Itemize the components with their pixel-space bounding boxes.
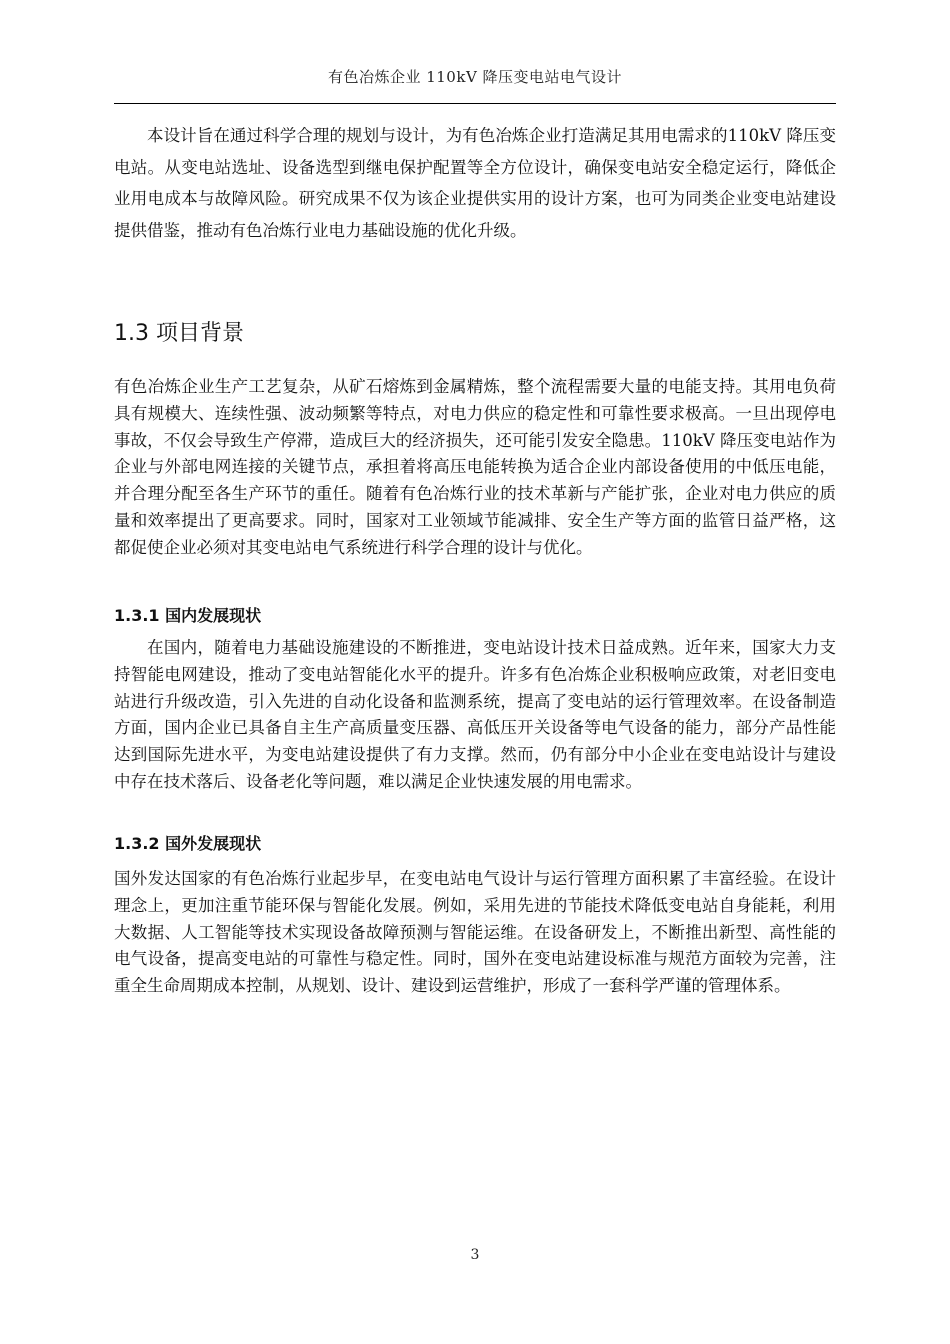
subsection-heading-abroad: 1.3.2 国外发展现状	[114, 834, 262, 853]
running-header: 有色冶炼企业 110kV 降压变电站电气设计	[327, 68, 623, 86]
page-number: 3	[470, 1247, 480, 1263]
domestic-paragraph: 在国内，随着电力基础设施建设的不断推进，变电站设计技术日益成熟。近年来，国家大力支持智能电网建设，推动了变电站智能化水平的提升。许多有色冶炼企业积极响应政策，对老旧变电站进行升级改造，引入先进的自动化设备和监测系统，提高了变电站的运行管理效率。在设备制造方面，国内企业已具备自主生产高质量变压器、高低压开关设备等电气设备的能力，部分产品性能达到国际先进水平，为变电站建设提供了有力支撑。然而，仍有部分中小企业在变电站设计与建设中存在技术落后、设备老化等问题，难以满足企业快速发展的用电需求。	[114, 638, 836, 791]
abroad-paragraph: 国外发达国家的有色冶炼行业起步早，在变电站电气设计与运行管理方面积累了丰富经验。在设计理念上，更加注重节能环保与智能化发展。例如，采用先进的节能技术降低变电站自身能耗，利用大数据、人工智能等技术实现设备故障预测与智能运维。在设备研发上，不断推出新型、高性能的电气设备，提高变电站的可靠性与稳定性。同时，国外在变电站建设标准与规范方面较为完善，注重全生命周期成本控制，从规划、设计、建设到运营维护，形成了一套科学严谨的管理体系。	[114, 869, 836, 996]
subsection-heading-domestic: 1.3.1 国内发展现状	[114, 606, 262, 625]
background-paragraph: 有色冶炼企业生产工艺复杂，从矿石熔炼到金属精炼，整个流程需要大量的电能支持。其用电负荷具有规模大、连续性强、波动频繁等特点，对电力供应的稳定性和可靠性要求极高。一旦出现停电事故，不仅会导致生产停滞，造成巨大的经济损失，还可能引发安全隐患。110kV 降压变电站作为企业与外部电网连接的关键节点，承担着将高压电能转换为适合企业内部设备使用的中低压电能，并合理分配至各生产环节的重任。随着有色冶炼行业的技术革新与产能扩张，企业对电力供应的质量和效率提出了更高要求。同时，国家对工业领域节能减排、安全生产等方面的监管日益严格，这都促使企业必须对其变电站电气系统进行科学合理的设计与优化。	[114, 377, 836, 557]
header-rule	[114, 103, 836, 104]
section-heading: 1.3 项目背景	[114, 321, 244, 346]
intro-paragraph: 本设计旨在通过科学合理的规划与设计，为有色冶炼企业打造满足其用电需求的110kV 降压变电站。从变电站选址、设备选型到继电保护配置等全方位设计，确保变电站安全稳定运行，降低企业用电成本与故障风险。研究成果不仅为该企业提供实用的设计方案，也可为同类企业变电站建设提供借鉴，推动有色冶炼行业电力基础设施的优化升级。	[114, 126, 836, 240]
